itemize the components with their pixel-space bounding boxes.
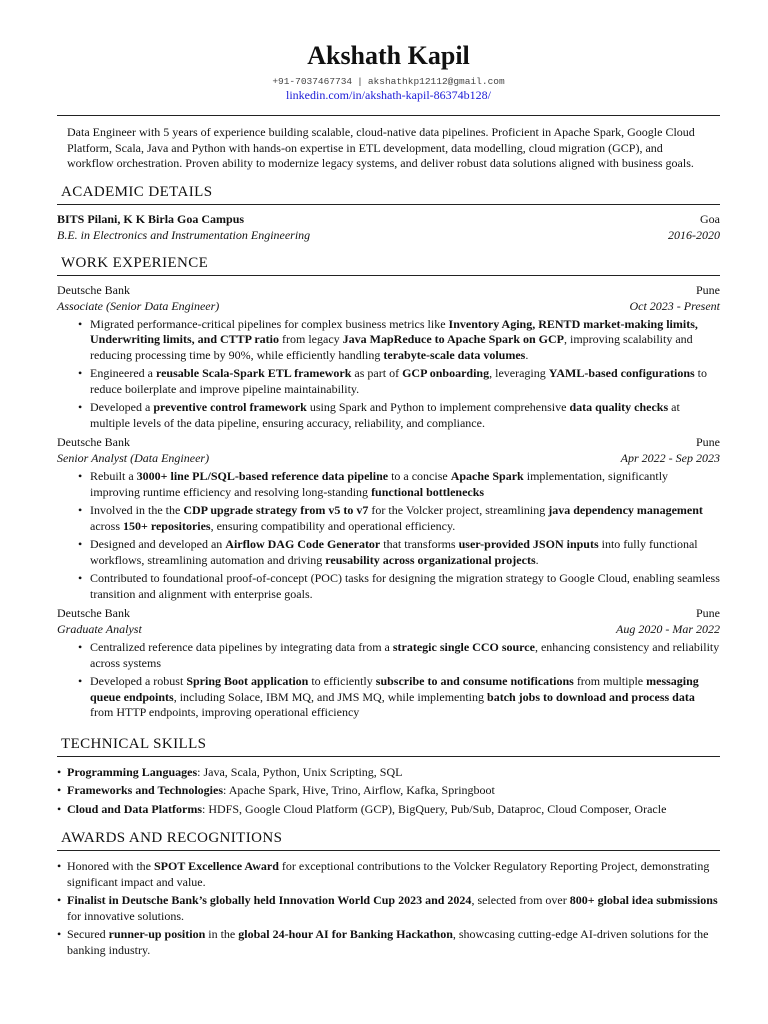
text-run: : Java, Scala, Python, Unix Scripting, SQL [197, 764, 403, 779]
job-role-row [57, 450, 720, 466]
job-bullet [90, 503, 720, 534]
text-run: in the [205, 927, 239, 941]
bold-text: Frameworks and Technologies [67, 783, 224, 797]
text-run: at multiple levels of the data pipeline, ensuring accuracy, reliability, and compliance. [90, 400, 680, 430]
bold-text: terabyte-scale data volumes [383, 347, 526, 362]
bold-text: Inventory Aging, RENTD market-making limits, Underwriting limits, and CTTP ratio [90, 316, 698, 346]
job-entry [57, 282, 720, 432]
text-run: , including Solace, IBM MQ, and JMS MQ, while implementing [173, 689, 488, 704]
skill-item [67, 783, 720, 799]
award-item [67, 859, 720, 890]
text-run: from legacy [279, 332, 343, 346]
job-role-row [57, 298, 720, 314]
text-run: Designed and developed an [90, 537, 226, 551]
job-role: Associate (Senior Data Engineer) [57, 298, 220, 313]
section-divider [57, 275, 720, 276]
bold-text: Cloud and Data Platforms [67, 801, 203, 816]
bold-text: 800+ global idea submissions [569, 893, 718, 907]
bold-text: Java MapReduce to Apache Spark on GCP [342, 332, 564, 346]
bold-text: java dependency management [548, 503, 703, 517]
bold-text: Apache Spark [450, 469, 524, 483]
job-bullet [90, 366, 720, 397]
work-experience-list [57, 282, 720, 721]
section-title-skills: TECHNICAL SKILLS [61, 735, 207, 752]
bold-text: YAML-based configurations [548, 366, 695, 380]
contact-line [57, 76, 720, 87]
job-header-row [57, 605, 720, 621]
text-run: : Apache Spark, Hive, Trino, Airflow, Kafka, Springboot [223, 783, 495, 797]
text-run: : HDFS, Google Cloud Platform (GCP), BigQuery, Pub/Sub, Dataproc, Cloud Composer, Oracle [202, 801, 667, 816]
bold-text: user-provided JSON inputs [458, 537, 599, 551]
bold-text: strategic single CCO source [392, 640, 535, 654]
award-item [67, 893, 720, 924]
degree-name: B.E. in Electronics and Instrumentation Engineering [57, 227, 311, 242]
job-bullet [90, 469, 720, 500]
section-divider [57, 850, 720, 851]
text-run: . [535, 552, 539, 567]
text-run: Developed a robust [90, 674, 187, 688]
text-run: as part of [351, 366, 403, 380]
degree-years: 2016-2020 [668, 227, 720, 242]
bold-text: data quality checks [569, 400, 669, 414]
text-run: Migrated performance-critical pipelines for complex business metrics like [90, 316, 449, 331]
text-run: , showcasing cutting-edge AI-driven solutions for the banking industry. [67, 927, 709, 957]
job-role: Graduate Analyst [57, 622, 142, 636]
text-run: to efficiently [308, 674, 376, 688]
text-run: implementation, significantly improving runtime efficiency and resolving long-standing [90, 469, 669, 499]
bold-text: Airflow DAG Code Generator [225, 537, 381, 551]
job-bullet [90, 317, 720, 364]
institution-name: BITS Pilani, K K Birla Goa Campus [57, 211, 245, 226]
text-run: Contributed to foundational proof-of-concept (POC) tasks for designing the migration strategy to Google Cloud, enabling seamless transition and alignment with enterprise goals. [90, 571, 720, 601]
text-run: across [90, 518, 123, 533]
job-bullet [90, 640, 720, 671]
text-run: from multiple [573, 674, 647, 688]
academic-entry [57, 211, 720, 243]
institution-location: Goa [700, 211, 720, 226]
job-header-row [57, 434, 720, 450]
text-run: , improving scalability and reducing processing time by 90%, while efficiently handling [90, 332, 693, 362]
bold-text: Programming Languages [67, 764, 198, 779]
bold-text: Finalist in Deutsche Bank’s globally held Innovation World Cup 2023 and 2024 [67, 893, 472, 907]
bold-text: functional bottlenecks [371, 484, 485, 499]
text-run: , ensuring compatibility and operational efficiency. [210, 518, 456, 533]
bold-text: 3000+ line PL/SQL-based reference data pipeline [136, 469, 389, 483]
text-run: Rebuilt a [90, 469, 137, 483]
company-name: Deutsche Bank [57, 606, 130, 620]
bold-text: runner-up position [108, 927, 206, 941]
job-location: Pune [696, 606, 720, 620]
bold-text: 150+ repositories [123, 518, 211, 533]
section-title-awards: AWARDS AND RECOGNITIONS [61, 830, 283, 846]
phone-number: +91-7037467734 [272, 76, 353, 87]
job-dates: Aug 2020 - Mar 2022 [616, 622, 720, 636]
text-run: into fully functional workflows, streamlining automation and driving [90, 537, 698, 567]
text-run: from HTTP endpoints, improving operational efficiency [90, 705, 360, 719]
text-run: using Spark and Python to implement comprehensive [306, 400, 570, 414]
bold-text: preventive control framework [153, 400, 307, 414]
bold-text: GCP onboarding [402, 366, 490, 380]
job-bullets [57, 640, 720, 721]
text-run: , selected from over [471, 893, 570, 907]
text-run: for the Volcker project, streamlining [368, 503, 549, 517]
bold-text: messaging queue endpoints [90, 674, 699, 704]
job-role: Senior Analyst (Data Engineer) [57, 451, 210, 465]
bold-text: reusable Scala-Spark ETL framework [155, 366, 352, 380]
section-title-academic: ACADEMIC DETAILS [61, 183, 213, 200]
text-run: to reduce boilerplate and improve pipeline maintainability. [90, 366, 708, 396]
text-run: Honored with the [67, 859, 154, 873]
job-bullet [90, 537, 720, 568]
bold-text: global 24-hour AI for Banking Hackathon [238, 927, 453, 941]
job-dates: Oct 2023 - Present [629, 298, 720, 313]
contact-separator: | [357, 76, 363, 87]
bold-text: batch jobs to download and process data [487, 689, 695, 704]
section-divider [57, 756, 720, 757]
job-location: Pune [696, 282, 720, 297]
skill-item [67, 765, 720, 781]
company-name: Deutsche Bank [57, 435, 130, 449]
awards-list [57, 859, 720, 958]
email-address: akshathkp12112@gmail.com [367, 76, 505, 87]
job-bullets [57, 317, 720, 432]
skills-list [57, 765, 720, 818]
text-run: to a concise [388, 469, 451, 483]
section-divider [57, 204, 720, 205]
job-header-row [57, 282, 720, 298]
bold-text: subscribe to and consume notifications [375, 674, 574, 688]
text-run: Secured [67, 927, 109, 941]
job-bullet [90, 400, 720, 431]
bold-text: reusability across organizational projects [325, 552, 536, 567]
text-run: for innovative solutions. [67, 908, 184, 923]
job-bullets [57, 469, 720, 602]
section-title-work: WORK EXPERIENCE [61, 254, 209, 271]
text-run: . [525, 347, 529, 362]
job-bullet [90, 674, 720, 721]
company-name: Deutsche Bank [57, 282, 130, 297]
bold-text: CDP upgrade strategy from v5 to v7 [183, 503, 369, 517]
bold-text: Spring Boot application [186, 674, 309, 688]
candidate-name: Akshath Kapil [307, 41, 470, 70]
award-item [67, 927, 720, 958]
text-run: for exceptional contributions to the Volcker Regulatory Reporting Project, demonstrating significant impact and value. [67, 859, 710, 889]
text-run: Involved in the the [90, 503, 184, 517]
job-entry [57, 605, 720, 721]
text-run: Engineered a [90, 366, 156, 380]
job-role-row [57, 621, 720, 637]
bold-text: SPOT Excellence Award [153, 859, 279, 873]
text-run: that transforms [380, 537, 459, 551]
text-run: Centralized reference data pipelines by integrating data from a [90, 640, 393, 654]
job-location: Pune [696, 435, 720, 449]
job-bullet [90, 571, 720, 602]
text-run: , enhancing consistency and reliability across systems [90, 640, 720, 670]
text-run: Developed a [90, 400, 154, 414]
summary-paragraph: Data Engineer with 5 years of experience building scalable, cloud-native data pipelines. Proficient in Apache Spark, Google Cloud Platform, Scala, Java and Python with hands-on expertise in ETL development, data modelling, cloud migration (GCP), and workflow orchestration. Proven ability to modernize legacy systems, and deliver robust data solutions aligned with business goals. [67, 125, 695, 170]
job-entry [57, 434, 720, 602]
job-dates: Apr 2022 - Sep 2023 [620, 451, 720, 465]
skill-item [67, 802, 720, 818]
linkedin-link[interactable]: linkedin.com/in/akshath-kapil-86374b128/ [286, 88, 491, 102]
text-run: , leveraging [489, 366, 549, 380]
